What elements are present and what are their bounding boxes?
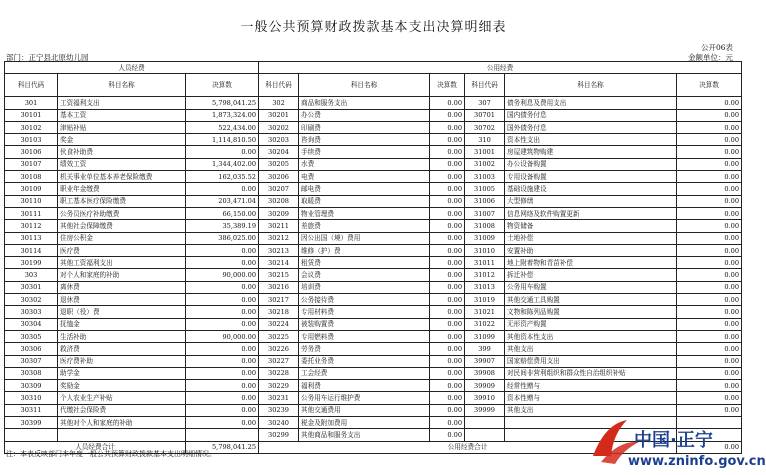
subject-name: 绩效工资 <box>58 158 186 170</box>
subject-code: 30114 <box>5 244 58 256</box>
subject-name: 津贴补贴 <box>58 121 186 133</box>
amount-cell: 0.00 <box>430 183 465 195</box>
subject-code: 30307 <box>5 355 58 367</box>
subject-name: 咨询费 <box>299 134 430 146</box>
table-row <box>5 146 742 158</box>
subject-name: 物资储备 <box>505 220 677 232</box>
subject-code: 31007 <box>465 207 505 219</box>
subject-name: 离休费 <box>58 281 186 293</box>
subject-code: 30304 <box>5 318 58 330</box>
footnote: 注：本表反映部门本年度一般公共预算财政拨款基本支出明细情况。 <box>6 450 216 458</box>
subject-code: 30212 <box>259 232 299 244</box>
subject-name: 其他交通工具购置 <box>505 294 677 306</box>
subject-name: 其他交通费用 <box>299 404 430 416</box>
subject-code: 31019 <box>465 294 505 306</box>
subject-code: 31001 <box>465 146 505 158</box>
amount-cell: 0.00 <box>677 134 742 146</box>
amount-cell: 0.00 <box>430 146 465 158</box>
subject-code: 30309 <box>5 380 58 392</box>
amount-cell: 90,000.00 <box>186 330 259 342</box>
subject-code: 30399 <box>5 417 58 429</box>
subject-name: 基本工资 <box>58 109 186 121</box>
amount-cell: 0.00 <box>430 207 465 219</box>
subject-code: 30303 <box>5 306 58 318</box>
amount-cell: 0.00 <box>186 257 259 269</box>
subject-name: 住房公积金 <box>58 232 186 244</box>
subject-name: 地上附着物和青苗补偿 <box>505 257 677 269</box>
subject-code: 30702 <box>465 121 505 133</box>
subject-name: 安置补助 <box>505 244 677 256</box>
amount-cell: 0.00 <box>677 380 742 392</box>
amount-cell: 386,025.00 <box>186 232 259 244</box>
subject-name: 经常性赠与 <box>505 380 677 392</box>
subject-code: 30110 <box>5 195 58 207</box>
subject-name: 奖金 <box>58 134 186 146</box>
public-total-value: 0.00 <box>677 441 742 453</box>
subject-code: 30208 <box>259 195 299 207</box>
amount-cell: 0.00 <box>677 269 742 281</box>
subject-name: 医疗费 <box>58 244 186 256</box>
table-row <box>5 392 742 404</box>
watermark-text: 中国·正宁 <box>634 430 713 451</box>
subject-name: 对个人和家庭的补助 <box>58 269 186 281</box>
subject-code: 30213 <box>259 244 299 256</box>
table-row <box>5 109 742 121</box>
amount-cell: 0.00 <box>677 244 742 256</box>
subject-name: 公务用车运行维护费 <box>299 392 430 404</box>
subject-name: 维修（护）费 <box>299 244 430 256</box>
amount-cell: 0.00 <box>430 158 465 170</box>
amount-cell: 0.00 <box>430 404 465 416</box>
subject-code: 31099 <box>465 330 505 342</box>
amount-cell: 1,344,402.00 <box>186 158 259 170</box>
amount-cell: 0.00 <box>186 294 259 306</box>
amount-cell: 0.00 <box>430 380 465 392</box>
col-name: 科目名称 <box>505 74 677 97</box>
subject-name: 公务员医疗补助缴费 <box>58 207 186 219</box>
table-row <box>5 318 742 330</box>
table-row <box>5 207 742 219</box>
amount-cell: 0.00 <box>677 97 742 109</box>
subject-name: 其他社会保障缴费 <box>58 220 186 232</box>
subject-code: 30218 <box>259 306 299 318</box>
amount-cell: 0.00 <box>430 257 465 269</box>
subject-name: 印刷费 <box>299 121 430 133</box>
amount-cell: 0.00 <box>186 183 259 195</box>
subject-code: 31021 <box>465 306 505 318</box>
table-row <box>5 343 742 355</box>
subject-name: 其他商品和服务支出 <box>299 429 430 441</box>
amount-cell: 0.00 <box>677 392 742 404</box>
subject-code: 310 <box>465 134 505 146</box>
subject-name: 培训费 <box>299 281 430 293</box>
subject-code: 31008 <box>465 220 505 232</box>
subject-name: 其他对个人和家庭的补助 <box>58 417 186 429</box>
col-amount: 决算数 <box>430 74 465 97</box>
subject-name: 会议费 <box>299 269 430 281</box>
amount-cell: 162,035.52 <box>186 171 259 183</box>
subject-code: 30228 <box>259 367 299 379</box>
subject-code: 30302 <box>5 294 58 306</box>
subject-name: 专用燃料费 <box>299 330 430 342</box>
subject-name: 委托业务费 <box>299 355 430 367</box>
amount-cell: 0.00 <box>430 109 465 121</box>
subject-code: 31005 <box>465 183 505 195</box>
subject-code: 30227 <box>259 355 299 367</box>
amount-cell: 0.00 <box>430 244 465 256</box>
col-amount: 决算数 <box>186 74 259 97</box>
subject-name: 商品和服务支出 <box>299 97 430 109</box>
table-row <box>5 380 742 392</box>
amount-cell: 0.00 <box>186 318 259 330</box>
table-row <box>5 244 742 256</box>
amount-cell: 0.00 <box>677 207 742 219</box>
col-name: 科目名称 <box>58 74 186 97</box>
subject-name: 邮电费 <box>299 183 430 195</box>
amount-cell: 0.00 <box>430 294 465 306</box>
subject-name: 专用设备购置 <box>505 171 677 183</box>
subject-code: 30207 <box>259 183 299 195</box>
subject-code: 31003 <box>465 171 505 183</box>
subject-code: 30305 <box>5 330 58 342</box>
subject-name: 国外债务付息 <box>505 121 677 133</box>
amount-cell: 0.00 <box>430 171 465 183</box>
subject-name: 退休费 <box>58 294 186 306</box>
amount-cell: 0.00 <box>677 404 742 416</box>
personnel-total-label: 人员经费合计 <box>5 441 186 453</box>
subject-name: 国家赔偿费用支出 <box>505 355 677 367</box>
subject-name: 劳务费 <box>299 343 430 355</box>
subject-name: 资本性赠与 <box>505 392 677 404</box>
subject-code: 30202 <box>259 121 299 133</box>
subject-name: 助学金 <box>58 367 186 379</box>
amount-cell: 0.00 <box>186 306 259 318</box>
subject-code: 301 <box>5 97 58 109</box>
amount-cell: 0.00 <box>430 392 465 404</box>
subject-name: 信息网络及软件购置更新 <box>505 207 677 219</box>
amount-cell: 0.00 <box>430 121 465 133</box>
subject-name: 土地补偿 <box>505 232 677 244</box>
subject-name: 税金及附加费用 <box>299 417 430 429</box>
amount-cell: 0.00 <box>677 220 742 232</box>
subject-name: 生活补助 <box>58 330 186 342</box>
subject-code: 30106 <box>5 146 58 158</box>
amount-cell: 0.00 <box>430 220 465 232</box>
amount-cell: 1,114,810.50 <box>186 134 259 146</box>
amount-cell: 0.00 <box>186 404 259 416</box>
subject-name: 机关事业单位基本养老保险缴费 <box>58 171 186 183</box>
amount-cell: 0.00 <box>677 318 742 330</box>
amount-cell: 0.00 <box>677 281 742 293</box>
subject-name: 其他工资福利支出 <box>58 257 186 269</box>
table-row <box>5 232 742 244</box>
subject-code: 30308 <box>5 367 58 379</box>
table-row <box>5 97 742 109</box>
subject-name: 奖励金 <box>58 380 186 392</box>
amount-cell: 0.00 <box>677 195 742 207</box>
page-title: 一般公共预算财政拨款基本支出决算明细表 <box>240 20 507 35</box>
subject-code: 39910 <box>465 392 505 404</box>
subject-name: 专用材料费 <box>299 306 430 318</box>
amount-cell: 0.00 <box>430 330 465 342</box>
amount-cell: 0.00 <box>677 257 742 269</box>
subject-code: 39907 <box>465 355 505 367</box>
subject-code: 30217 <box>259 294 299 306</box>
table-row <box>5 330 742 342</box>
subject-code: 31002 <box>465 158 505 170</box>
subject-code: 30310 <box>5 392 58 404</box>
subject-code: 30109 <box>5 183 58 195</box>
table-row <box>5 134 742 146</box>
amount-cell: 0.00 <box>186 417 259 429</box>
amount-cell: 0.00 <box>677 306 742 318</box>
watermark-url[interactable]: www.zninfo.gov.cn <box>628 454 766 469</box>
subject-name: 国内债务付息 <box>505 109 677 121</box>
amount-cell: 0.00 <box>430 97 465 109</box>
amount-cell: 0.00 <box>430 429 465 441</box>
subject-code <box>5 429 58 441</box>
amount-cell: 90,000.00 <box>186 269 259 281</box>
amount-cell: 0.00 <box>430 232 465 244</box>
col-code: 科目代码 <box>465 74 505 97</box>
subject-code: 39908 <box>465 367 505 379</box>
table-row <box>5 367 742 379</box>
subject-name: 基础设施建设 <box>505 183 677 195</box>
subject-code: 30225 <box>259 330 299 342</box>
subject-name: 无形资产购置 <box>505 318 677 330</box>
subject-name <box>58 429 186 441</box>
public-section-header: 公用经费 <box>259 62 742 74</box>
amount-cell: 0.00 <box>186 343 259 355</box>
subject-code: 303 <box>5 269 58 281</box>
table-row <box>5 220 742 232</box>
subject-name: 职业年金缴费 <box>58 183 186 195</box>
subject-name: 公务用车购置 <box>505 281 677 293</box>
table-row <box>5 195 742 207</box>
subject-code: 30215 <box>259 269 299 281</box>
subject-name: 职工基本医疗保险缴费 <box>58 195 186 207</box>
amount-cell: 0.00 <box>430 306 465 318</box>
subject-name: 大型修缮 <box>505 195 677 207</box>
subject-code: 30107 <box>5 158 58 170</box>
subject-code: 30102 <box>5 121 58 133</box>
amount-cell: 0.00 <box>677 121 742 133</box>
amount-unit: 金额单位：元 <box>688 53 733 62</box>
amount-cell: 0.00 <box>186 380 259 392</box>
amount-cell: 0.00 <box>677 294 742 306</box>
form-number: 公开06表 <box>700 43 733 52</box>
subject-code: 30229 <box>259 380 299 392</box>
subject-code: 30224 <box>259 318 299 330</box>
personnel-total-value: 5,798,041.25 <box>186 441 259 453</box>
amount-cell: 0.00 <box>186 146 259 158</box>
subject-code: 30205 <box>259 158 299 170</box>
subject-name: 福利费 <box>299 380 430 392</box>
subject-code: 30209 <box>259 207 299 219</box>
subject-code: 31012 <box>465 269 505 281</box>
subject-name: 其他资本性支出 <box>505 330 677 342</box>
amount-cell: 0.00 <box>677 146 742 158</box>
subject-name: 退职（役）费 <box>58 306 186 318</box>
subject-code: 31006 <box>465 195 505 207</box>
subject-name: 手续费 <box>299 146 430 158</box>
subject-code: 30231 <box>259 392 299 404</box>
subject-name: 其他支出 <box>505 404 677 416</box>
subject-name: 对民间非营利组织和群众性自治组织补贴 <box>505 367 677 379</box>
subject-code: 30226 <box>259 343 299 355</box>
subject-code: 31009 <box>465 232 505 244</box>
subject-name: 拆迁补偿 <box>505 269 677 281</box>
table-row <box>5 269 742 281</box>
table-row <box>5 171 742 183</box>
subject-code <box>465 417 505 429</box>
subject-name: 债务利息及费用支出 <box>505 97 677 109</box>
table-row <box>5 294 742 306</box>
department-label: 部门：正宁县北原幼儿园 <box>6 53 89 62</box>
subject-code: 30306 <box>5 343 58 355</box>
subject-name: 房屋建筑物购建 <box>505 146 677 158</box>
amount-cell: 0.00 <box>430 195 465 207</box>
subject-code: 30701 <box>465 109 505 121</box>
subject-name: 抚恤金 <box>58 318 186 330</box>
subject-name: 工资福利支出 <box>58 97 186 109</box>
table-row <box>5 121 742 133</box>
subject-code: 31013 <box>465 281 505 293</box>
subject-code: 30311 <box>5 404 58 416</box>
subject-code: 302 <box>259 97 299 109</box>
subject-code: 30301 <box>5 281 58 293</box>
amount-cell: 0.00 <box>186 355 259 367</box>
amount-cell: 0.00 <box>677 109 742 121</box>
amount-cell: 0.00 <box>430 318 465 330</box>
table-row <box>5 183 742 195</box>
subject-name: 办公费 <box>299 109 430 121</box>
table-row <box>5 158 742 170</box>
subject-code: 30240 <box>259 417 299 429</box>
amount-cell: 0.00 <box>430 281 465 293</box>
expenditure-table <box>4 61 742 454</box>
subject-name: 因公出国（境）费用 <box>299 232 430 244</box>
amount-cell: 0.00 <box>677 232 742 244</box>
subject-name: 其他支出 <box>505 343 677 355</box>
subject-code: 30216 <box>259 281 299 293</box>
amount-cell <box>186 429 259 441</box>
amount-cell: 522,434.00 <box>186 121 259 133</box>
subject-name: 物业管理费 <box>299 207 430 219</box>
table-row <box>5 306 742 318</box>
col-name: 科目名称 <box>299 74 430 97</box>
subject-code: 30112 <box>5 220 58 232</box>
col-amount: 决算数 <box>677 74 742 97</box>
subject-name: 公务接待费 <box>299 294 430 306</box>
subject-code: 39909 <box>465 380 505 392</box>
col-code: 科目代码 <box>259 74 299 97</box>
amount-cell: 0.00 <box>186 392 259 404</box>
table-row <box>5 404 742 416</box>
amount-cell: 0.00 <box>677 343 742 355</box>
amount-cell: 0.00 <box>677 367 742 379</box>
amount-cell: 5,798,041.25 <box>186 97 259 109</box>
personnel-section-header: 人员经费 <box>5 62 259 74</box>
amount-cell: 0.00 <box>677 355 742 367</box>
amount-cell: 0.00 <box>677 171 742 183</box>
subject-name: 医疗费补助 <box>58 355 186 367</box>
amount-cell: 0.00 <box>186 367 259 379</box>
subject-name: 代缴社会保险费 <box>58 404 186 416</box>
table-body <box>5 97 742 441</box>
table-row <box>5 257 742 269</box>
subject-name: 办公设备购置 <box>505 158 677 170</box>
amount-cell: 0.00 <box>430 269 465 281</box>
subject-code: 30101 <box>5 109 58 121</box>
subject-name: 电费 <box>299 171 430 183</box>
amount-cell: 0.00 <box>186 244 259 256</box>
subject-code: 30113 <box>5 232 58 244</box>
subject-name: 个人农业生产补贴 <box>58 392 186 404</box>
subject-name: 资本性支出 <box>505 134 677 146</box>
amount-cell: 35,389.19 <box>186 220 259 232</box>
subject-code: 30203 <box>259 134 299 146</box>
subject-code: 30103 <box>5 134 58 146</box>
subject-code: 30111 <box>5 207 58 219</box>
subject-name: 文物和陈列品购置 <box>505 306 677 318</box>
subject-code: 307 <box>465 97 505 109</box>
subject-code <box>465 429 505 441</box>
subject-code: 30201 <box>259 109 299 121</box>
subject-code: 30211 <box>259 220 299 232</box>
subject-name: 伙食补助费 <box>58 146 186 158</box>
subject-code: 31011 <box>465 257 505 269</box>
amount-cell: 0.00 <box>677 183 742 195</box>
subject-name: 差旅费 <box>299 220 430 232</box>
subject-code: 31010 <box>465 244 505 256</box>
subject-name: 工会经费 <box>299 367 430 379</box>
subject-code: 30206 <box>259 171 299 183</box>
subject-code: 30214 <box>259 257 299 269</box>
amount-cell: 0.00 <box>430 134 465 146</box>
amount-cell: 0.00 <box>430 417 465 429</box>
subject-code: 30239 <box>259 404 299 416</box>
table-row <box>5 281 742 293</box>
subject-code: 39999 <box>465 404 505 416</box>
subject-code: 30199 <box>5 257 58 269</box>
amount-cell: 1,873,324.00 <box>186 109 259 121</box>
subject-code: 399 <box>465 343 505 355</box>
subject-code: 30299 <box>259 429 299 441</box>
amount-cell: 0.00 <box>186 281 259 293</box>
subject-name: 租赁费 <box>299 257 430 269</box>
subject-code: 30108 <box>5 171 58 183</box>
subject-name: 救济费 <box>58 343 186 355</box>
amount-cell: 0.00 <box>430 355 465 367</box>
subject-name: 取暖费 <box>299 195 430 207</box>
table-row <box>5 355 742 367</box>
amount-cell: 203,471.04 <box>186 195 259 207</box>
public-total-label: 公用经费合计 <box>259 441 677 453</box>
subject-name: 水费 <box>299 158 430 170</box>
col-code: 科目代码 <box>5 74 58 97</box>
amount-cell: 66,150.00 <box>186 207 259 219</box>
amount-cell: 0.00 <box>430 367 465 379</box>
amount-cell: 0.00 <box>430 343 465 355</box>
subject-code: 31022 <box>465 318 505 330</box>
amount-cell: 0.00 <box>677 158 742 170</box>
subject-code: 30204 <box>259 146 299 158</box>
subject-name: 被装购置费 <box>299 318 430 330</box>
amount-cell: 0.00 <box>677 330 742 342</box>
